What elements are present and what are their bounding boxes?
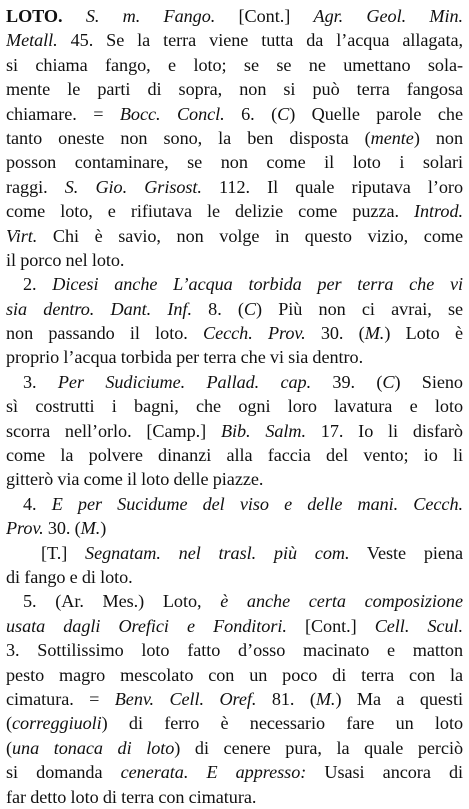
- text-line: [6, 663, 463, 687]
- text-run: gitterò via come il loto delle piazze.: [6, 469, 264, 490]
- text-run: ): [100, 518, 107, 539]
- text-line: [6, 297, 463, 321]
- text-run: [63, 6, 86, 26]
- italic-text: C: [382, 371, 395, 392]
- text-run: Usasi ancora di: [306, 762, 463, 783]
- italic-text: Introd.: [414, 201, 463, 222]
- italic-text: C: [277, 103, 290, 124]
- italic-text: E per Sucidume del viso e delle mani. Cecch.: [51, 493, 463, 514]
- text-line: [6, 638, 463, 662]
- text-run: 3.: [23, 371, 58, 392]
- italic-text: Cell. Scul.: [374, 615, 463, 636]
- text-line: [6, 785, 463, 809]
- italic-text: Dicesi anche L’acqua torbida per terra che vi: [52, 274, 463, 295]
- text-line: [6, 126, 463, 150]
- text-run: ) Sieno: [394, 371, 463, 392]
- text-line: [6, 199, 463, 223]
- text-run: Veste piena: [349, 542, 463, 563]
- text-run: [T.]: [41, 542, 86, 563]
- text-run: (: [6, 713, 13, 734]
- italic-text: Benv. Cell. Oref.: [114, 688, 257, 709]
- text-line: [6, 175, 463, 199]
- italic-text: Metall.: [6, 30, 58, 51]
- text-run: ) Loto è: [384, 323, 463, 344]
- text-line: [6, 614, 463, 638]
- italic-text: M.: [315, 688, 336, 709]
- text-run: ) Più non ci avrai, se: [256, 298, 463, 319]
- text-run: cimatura. =: [6, 688, 115, 709]
- text-line: [6, 28, 463, 52]
- italic-text: cenerata. E appresso:: [120, 762, 307, 783]
- italic-text: una tonaca di loto: [12, 737, 175, 758]
- text-run: 30. (: [43, 518, 81, 539]
- text-run: il porco nel loto.: [6, 249, 125, 270]
- italic-text: S. Gio. Grisost.: [64, 176, 202, 197]
- text-run: 81. (: [256, 688, 316, 709]
- text-line: [6, 711, 463, 735]
- text-run: ) di cenere pura, la quale perciò: [174, 737, 463, 758]
- text-line: [6, 394, 463, 418]
- text-run: come loto, e rifiutava le delizie come puzza.: [6, 201, 414, 222]
- italic-text: sia dentro. Dant. Inf.: [6, 298, 192, 319]
- text-line: [6, 150, 463, 174]
- text-line: [6, 492, 463, 516]
- text-line: [6, 345, 463, 369]
- text-run: chiamare. =: [6, 103, 120, 124]
- text-line: [6, 370, 463, 394]
- text-line: [6, 224, 463, 248]
- text-line: [6, 272, 463, 296]
- italic-text: Agr. Geol. Min.: [313, 6, 463, 26]
- text-run: 39. (: [311, 371, 383, 392]
- text-run: ) non: [413, 127, 463, 148]
- text-line: [6, 736, 463, 760]
- text-line: [6, 248, 463, 272]
- text-run: far detto loto di terra con cimatura.: [6, 786, 257, 807]
- text-run: scorra nell’orlo. [Camp.]: [6, 420, 221, 441]
- text-run: 112. Il quale riputava l’oro: [201, 176, 463, 197]
- text-run: 2.: [23, 274, 53, 295]
- text-line: [6, 443, 463, 467]
- text-line: [6, 419, 463, 443]
- text-run: raggi.: [6, 176, 65, 197]
- italic-text: Bocc. Concl.: [119, 103, 225, 124]
- text-run: come la polvere dinanzi alla faccia del vento; io li: [6, 445, 463, 466]
- text-run: 8. (: [191, 298, 244, 319]
- text-run: 4.: [23, 493, 52, 514]
- text-line: [6, 53, 463, 77]
- italic-text: Per Sudiciume. Pallad. cap.: [57, 371, 312, 392]
- text-line: [6, 687, 463, 711]
- text-line: [6, 467, 463, 491]
- italic-text: Segnatam. nel trasl. più com.: [85, 542, 350, 563]
- text-run: ) di ferro è necessario fare un loto: [101, 713, 463, 734]
- text-run: pesto magro mescolato con un poco di terra con la: [6, 664, 463, 685]
- text-line: [6, 760, 463, 784]
- text-run: non passando il loto.: [6, 323, 204, 344]
- italic-text: Prov.: [6, 518, 44, 539]
- italic-text: correggiuoli: [12, 713, 102, 734]
- text-run: [Cont.]: [215, 6, 314, 26]
- text-run: ) Quelle parole che: [289, 103, 463, 124]
- italic-text: C: [243, 298, 257, 319]
- text-run: [Cont.]: [286, 615, 375, 636]
- text-run: tanto oneste non sono, la ben disposta (: [6, 127, 371, 148]
- italic-text: Bib. Salm.: [220, 420, 307, 441]
- text-line: [6, 565, 463, 589]
- text-run: di fango e di loto.: [6, 566, 133, 587]
- italic-text: M.: [364, 323, 385, 344]
- text-run: proprio l’acqua torbida per terra che vi sia dentro.: [6, 347, 364, 368]
- text-line: [6, 589, 463, 613]
- text-run: (: [6, 737, 13, 758]
- italic-text: Virt.: [6, 225, 38, 246]
- italic-text: è anche certa composizione: [220, 591, 463, 612]
- text-run: ) Ma a questi: [335, 688, 463, 709]
- text-run: 3. Sottilissimo loto fatto d’osso macinato e matton: [6, 640, 463, 661]
- text-run: 17. Io li disfarò: [306, 420, 463, 441]
- text-run: si chiama fango, e loto; se se ne umettano sola-: [6, 54, 463, 75]
- text-run: mente le parti di sopra, non si può terra fangosa: [6, 79, 463, 100]
- text-run: 30. (: [305, 323, 365, 344]
- text-run: 6. (: [224, 103, 278, 124]
- italic-text: mente: [370, 127, 414, 148]
- text-run: Chi è savio, non volge in questo vizio, come: [37, 225, 463, 246]
- italic-text: Cecch. Prov.: [203, 323, 306, 344]
- italic-text: S. m. Fango.: [85, 6, 216, 26]
- text-run: sì costrutti i bagni, che ogni loro lavatura e loto: [6, 396, 463, 417]
- text-line: [6, 321, 463, 345]
- text-line: [6, 541, 463, 565]
- headword: LOTO.: [6, 6, 63, 26]
- text-line: [6, 4, 463, 28]
- text-run: posson contaminare, se non come il loto i solari: [6, 152, 463, 173]
- italic-text: M.: [80, 518, 101, 539]
- text-line: [6, 102, 463, 126]
- text-line: [6, 77, 463, 101]
- text-run: 45. Se la terra viene tutta da l’acqua allagata,: [57, 30, 463, 51]
- text-line: [6, 516, 463, 540]
- italic-text: usata dagli Orefici e Fonditori.: [6, 615, 287, 636]
- text-run: 5. (Ar. Mes.) Loto,: [23, 591, 221, 612]
- text-run: si domanda: [6, 762, 121, 783]
